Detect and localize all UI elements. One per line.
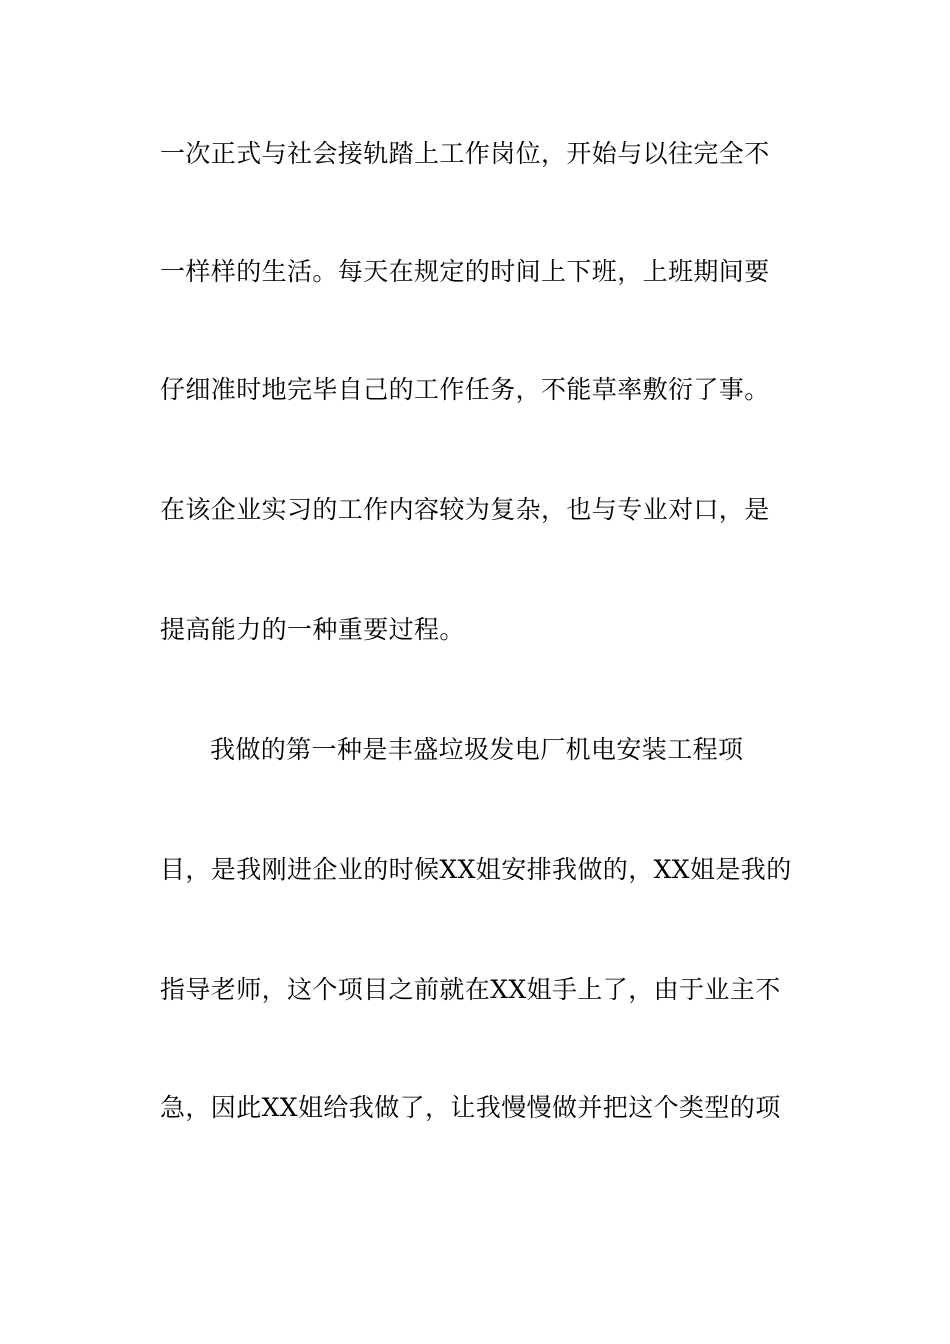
paragraph-line-2: 一样样的生活。每天在规定的时间上下班，上班期间要 — [160, 257, 770, 286]
paragraph-line-5: 提高能力的一种重要过程。 — [160, 615, 465, 644]
paragraph-line-8: 指导老师，这个项目之前就在XX姐手上了，由于业主不 — [160, 975, 781, 1004]
paragraph-line-4: 在该企业实习的工作内容较为复杂，也与专业对口，是 — [160, 495, 770, 524]
paragraph-line-3: 仔细准时地完毕自己的工作任务，不能草率敷衍了事。 — [160, 375, 770, 404]
paragraph-line-9: 急，因此XX姐给我做了，让我慢慢做并把这个类型的项 — [160, 1093, 781, 1122]
paragraph-line-7: 目，是我刚进企业的时候XX姐安排我做的，XX姐是我的 — [160, 855, 792, 884]
paragraph-line-1: 一次正式与社会接轨踏上工作岗位，开始与以往完全不 — [160, 139, 770, 168]
paragraph-line-6: 我做的第一种是丰盛垃圾发电厂机电安装工程项 — [210, 735, 744, 764]
